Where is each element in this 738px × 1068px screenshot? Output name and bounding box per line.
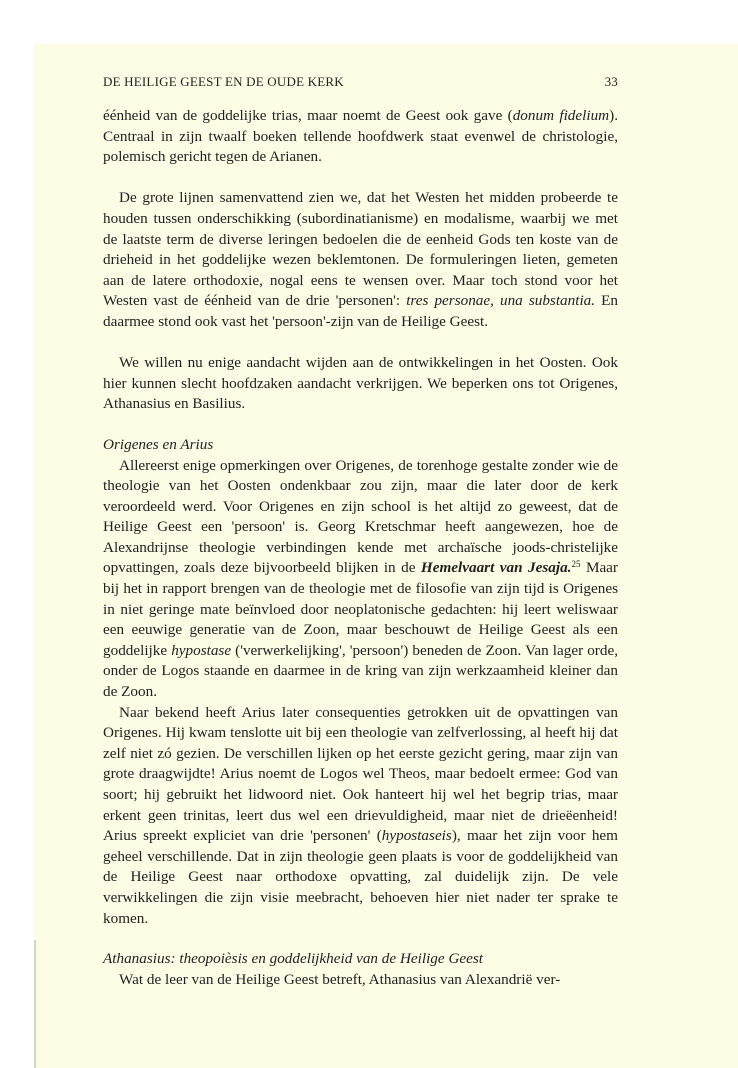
paragraph-2 [103, 188, 618, 332]
section-heading-origenes-arius: Origenes en Arius [103, 435, 214, 453]
paragraph-1-italic-term: donum fidelium [512, 107, 610, 124]
paragraph-3: We willen nu enige aandacht wijden aan de ontwikkelingen in het Oosten. Ook hier kunnen slecht hoofdzaken aandacht verkrijgen. We beperken ons tot Origenes, Athanasius en Basilius. [103, 354, 618, 413]
paragraph-6: Wat de leer van de Heilige Geest betreft, Athanasius van Alexandrië ver- [119, 970, 561, 988]
footnote-marker: 25 [571, 559, 581, 570]
body-text [103, 106, 618, 990]
paragraph-2-text-c: En daarmee stond ook vast het 'persoon'-zijn van de Heilige Geest. [103, 292, 619, 330]
paragraph-4-italic-term: hypostase [171, 641, 232, 659]
page-number: 33 [604, 74, 618, 89]
paragraph-4-text-e: ('verwerkelijking', 'persoon') beneden de Zoon. Van lager orde, onder de Logos staande en daarmee in de kring van zijn werkzaamheid kleiner dan de Zoon. [103, 641, 618, 701]
paragraph-4-text-a: Allereerst enige opmerkingen over Origenes, de torenhoge gestalte zonder wie de theologie van het Oosten ondenkbaar zou zijn, maar die later door de kerk veroordeeld werd. Voor Origenes en zijn school is het altijd zo geweest, dat de Heilige Geest een 'persoon' is. Georg Kretschmar heeft aangewezen, hoe de Alexandrijnse theologie verbindingen kende met archaïsche joods-christelijke opvattingen, zoals deze bijvoorbeeld blijken in de [103, 456, 618, 577]
paragraph-1 [103, 106, 618, 168]
paragraph-5-text-a: Naar bekend heeft Arius later consequenties getrokken uit de opvattingen van Origenes. Hij kwam tenslotte uit bij een theologie van zelfverlossing, al heeft hij dat zelf niet zó gezien. De verschillen lijken op het eerste gezicht gering, maar zijn van grote draagwijdte! Arius noemt de Logos wel Theos, maar bedoelt ermee: God van soort; hij gebruikt het lidwoord niet. Ook hanteert hij wel het begrip trias, maar erkent geen trinitas, leert dus wel een drievuldigheid, maar niet de drieëenheid! Arius spreekt expliciet van drie 'personen' ( [103, 703, 618, 845]
paragraph-2-latin-phrase: tres personae, una substantia. [406, 292, 596, 310]
paragraph-2-text-a: De grote lijnen samenvattend zien we, dat het Westen het midden probeerde te houden tussen onderschikking (subordinatianisme) en modalisme, waarbij we met de laatste term de diverse leringen bedoelen die de eenheid Gods ten koste van de drieheid in het goddelijke wezen beklemtonen. De formuleringen lieten, gemeten aan de latere orthodoxie, nogal eens te wensen over. Maar toch stond voor het Westen vast de éénheid van de drie 'personen': [103, 189, 618, 310]
scan-margin-left [0, 0, 34, 1068]
paragraph-4-book-title: Hemelvaart van Jesaja. [420, 559, 572, 577]
paragraph-5-italic-term: hypostaseis [381, 827, 452, 845]
paragraph-5 [103, 703, 618, 930]
paragraph-1-text-a: éénheid van de goddelijke trias, maar noemt de Geest ook gave ( [103, 107, 513, 124]
page-edge-shadow [34, 940, 36, 1068]
scan-margin-top [0, 0, 738, 44]
paragraph-4 [103, 456, 618, 703]
paragraph-4-text-c: Maar bij het in rapport brengen van de theologie met de filosofie van zijn tijd is Origenes in niet geringe mate beïnvloed door neoplatonische gedachten: hij leert weliswaar een eeuwige generatie van de Zoon, maar beschouwt de Heilige Geest als een goddelijke [103, 559, 618, 659]
running-title: DE HEILIGE GEEST EN DE OUDE KERK [103, 74, 344, 89]
paragraph-1-text-c: ). Centraal in zijn twaalf boeken tellende hoofdwerk staat evenwel de christologie, polemisch gericht tegen de Arianen. [103, 107, 618, 166]
paragraph-5-text-c: ), maar het zijn voor hem geheel verschillende. Dat in zijn theologie geen plaats is voor de goddelijkheid van de Heilige Geest naar orthodoxe opvatting, zal duidelijk zijn. De vele verwikkelingen die zijn visie meebracht, behoeven hier niet nader ter sprake te komen. [103, 827, 618, 927]
section-heading-athanasius: Athanasius: theopoièsis en goddelijkheid van de Heilige Geest [103, 950, 484, 968]
